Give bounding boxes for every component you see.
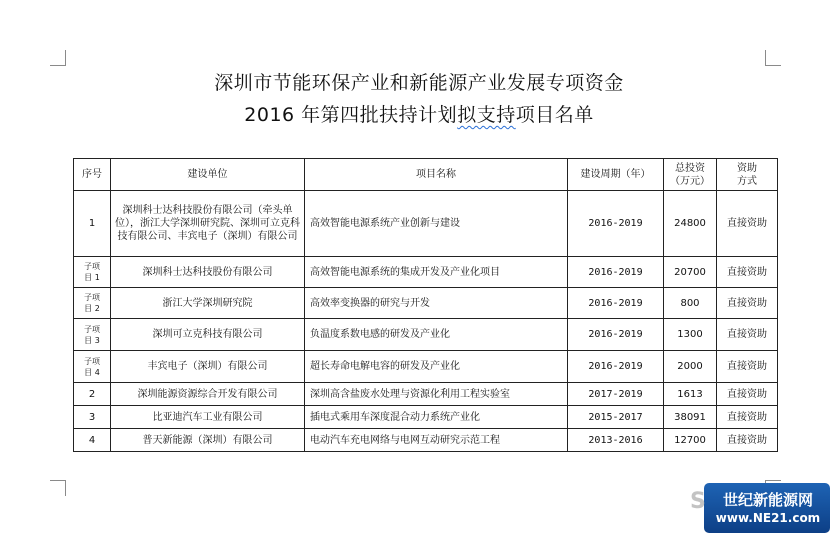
cell-unit: 深圳可立克科技有限公司: [111, 319, 305, 351]
crop-mark-top-right: [765, 50, 781, 66]
watermark-site-url: www.NE21.com: [715, 511, 821, 525]
cell-no: 3: [74, 406, 111, 429]
cell-amount: 800: [664, 288, 717, 319]
cell-period: 2015-2017: [568, 406, 664, 429]
cell-mode: 直接资助: [717, 351, 778, 383]
cell-mode: 直接资助: [717, 288, 778, 319]
table-row: [74, 257, 778, 288]
header-no: 序号: [74, 159, 111, 191]
cell-amount: 1613: [664, 383, 717, 406]
table-row: [74, 288, 778, 319]
cell-project: 高效智能电源系统的集成开发及产业化项目: [305, 257, 568, 288]
cell-project: 电动汽车充电网络与电网互动研究示范工程: [305, 429, 568, 452]
crop-mark-bottom-left: [50, 480, 66, 496]
document-title-line-1: 深圳市节能环保产业和新能源产业发展专项资金: [214, 72, 624, 94]
cell-unit: 普天新能源（深圳）有限公司: [111, 429, 305, 452]
watermark-letter: S: [690, 489, 706, 514]
watermark-site-name: 世纪新能源网: [722, 491, 813, 509]
cell-project: 高效率变换器的研究与开发: [305, 288, 568, 319]
header-mode: 资助 方式: [717, 159, 778, 191]
cell-mode: 直接资助: [717, 383, 778, 406]
table-header-row: [74, 159, 778, 191]
crop-mark-top-left: [50, 50, 66, 66]
cell-mode: 直接资助: [717, 257, 778, 288]
title-line-2-spellcheck-word: 拟支持: [457, 104, 516, 126]
cell-unit: 丰宾电子（深圳）有限公司: [111, 351, 305, 383]
cell-amount: 20700: [664, 257, 717, 288]
cell-no: 子项 目 4: [74, 351, 111, 383]
table-row: [74, 191, 778, 257]
document-title-line-2: [0, 100, 838, 127]
cell-no: 子项 目 1: [74, 257, 111, 288]
cell-project: 深圳高含盐废水处理与资源化利用工程实验室: [305, 383, 568, 406]
cell-amount: 1300: [664, 319, 717, 351]
cell-amount: 2000: [664, 351, 717, 383]
cell-period: 2013-2016: [568, 429, 664, 452]
cell-project: 负温度系数电感的研发及产业化: [305, 319, 568, 351]
cell-period: 2016-2019: [568, 257, 664, 288]
cell-unit: 比亚迪汽车工业有限公司: [111, 406, 305, 429]
cell-no: 子项 目 3: [74, 319, 111, 351]
table-row: [74, 406, 778, 429]
cell-amount: 38091: [664, 406, 717, 429]
header-project: 项目名称: [305, 159, 568, 191]
header-unit: 建设单位: [111, 159, 305, 191]
cell-period: 2017-2019: [568, 383, 664, 406]
table-row: [74, 351, 778, 383]
cell-unit: 浙江大学深圳研究院: [111, 288, 305, 319]
cell-no: 4: [74, 429, 111, 452]
title-line-2-suffix: 项目名单: [515, 104, 594, 126]
cell-unit: 深圳科士达科技股份有限公司（牵头单位），浙江大学深圳研究院、深圳可立克科技有限公司、丰宾电子（深圳）有限公司: [111, 191, 305, 257]
cell-mode: 直接资助: [717, 429, 778, 452]
cell-period: 2016-2019: [568, 319, 664, 351]
table-row: [74, 319, 778, 351]
cell-amount: 24800: [664, 191, 717, 257]
cell-period: 2016-2019: [568, 191, 664, 257]
cell-project: 超长寿命电解电容的研发及产业化: [305, 351, 568, 383]
cell-period: 2016-2019: [568, 288, 664, 319]
cell-no: 2: [74, 383, 111, 406]
cell-no: 子项 目 2: [74, 288, 111, 319]
cell-mode: 直接资助: [717, 319, 778, 351]
cell-no: 1: [74, 191, 111, 257]
cell-period: 2016-2019: [568, 351, 664, 383]
table-row: [74, 429, 778, 452]
cell-amount: 12700: [664, 429, 717, 452]
header-period: 建设周期（年）: [568, 159, 664, 191]
cell-mode: 直接资助: [717, 406, 778, 429]
cell-project: 插电式乘用车深度混合动力系统产业化: [305, 406, 568, 429]
title-line-2-prefix: 2016 年第四批扶持计划: [244, 104, 458, 126]
header-amount: 总投资 （万元）: [664, 159, 717, 191]
cell-unit: 深圳能源资源综合开发有限公司: [111, 383, 305, 406]
cell-project: 高效智能电源系统产业创新与建设: [305, 191, 568, 257]
project-list-table: [73, 158, 778, 452]
site-watermark-logo: [690, 483, 830, 533]
cell-mode: 直接资助: [717, 191, 778, 257]
cell-unit: 深圳科士达科技股份有限公司: [111, 257, 305, 288]
table-row: [74, 383, 778, 406]
